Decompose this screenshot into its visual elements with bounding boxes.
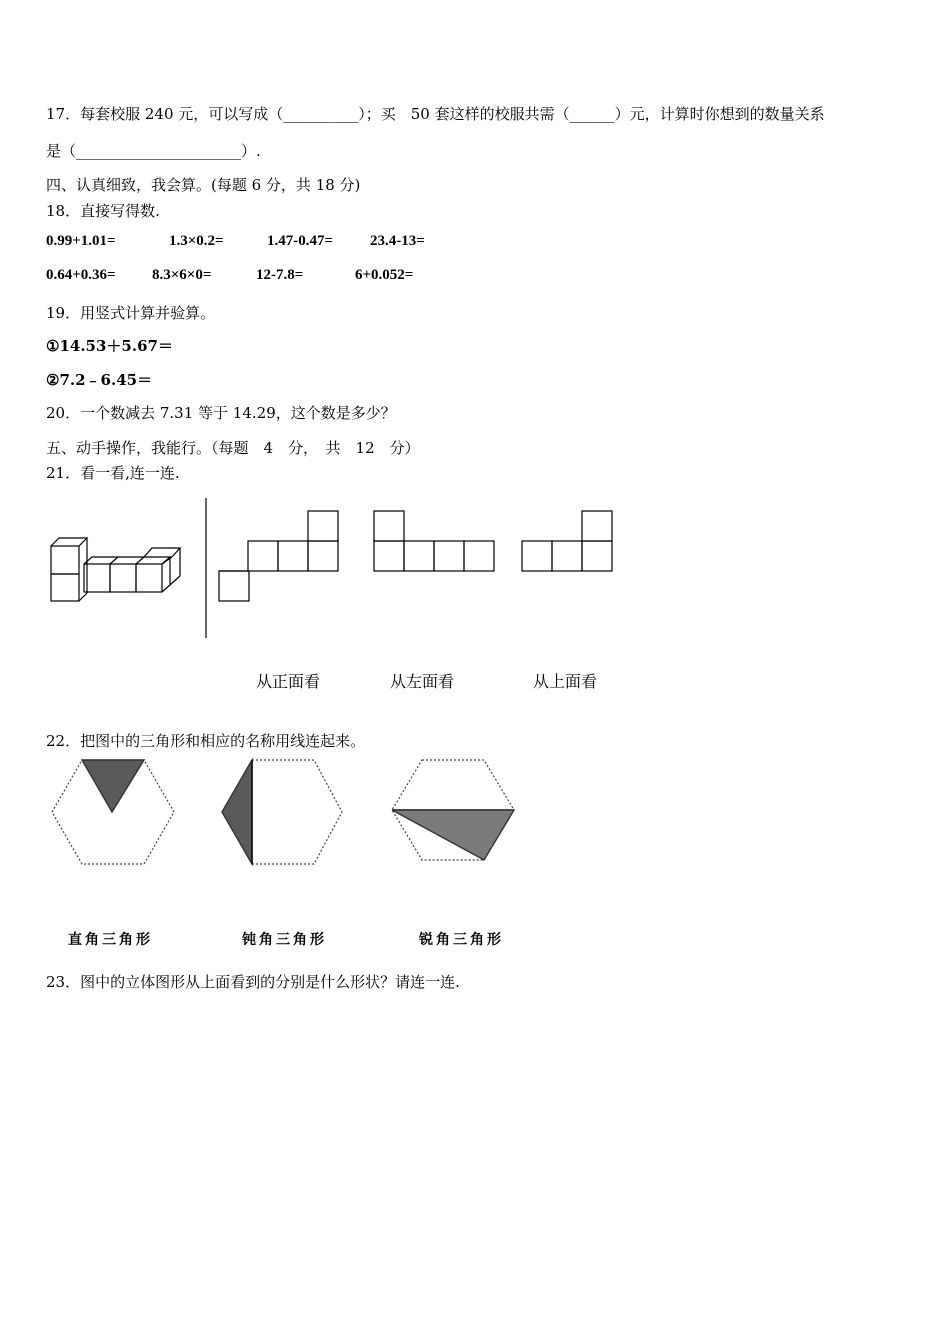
q18-title: 18．直接写得数. — [46, 202, 160, 220]
q21-label-left: 从左面看 — [390, 672, 455, 691]
q17-line2: 是（______________________）. — [46, 142, 261, 160]
view-figure-2 — [374, 511, 494, 571]
section4-title: 四、认真细致，我会算。(每题 6 分，共 18 分) — [46, 176, 361, 194]
q20-title: 20．一个数减去 7.31 等于 14.29，这个数是多少？ — [46, 404, 396, 422]
q21-label-front: 从正面看 — [256, 672, 321, 691]
q18-expr: 23.4-13= — [370, 233, 425, 249]
q18-expr: 0.64+0.36= — [46, 267, 116, 283]
shaded-triangle-2 — [222, 760, 252, 864]
q18-expr: 1.47-0.47= — [267, 233, 334, 249]
shaded-triangle-1 — [82, 760, 144, 812]
q23-title: 23．图中的立体图形从上面看到的分别是什么形状？请连一连. — [46, 973, 460, 991]
q21-figure — [0, 490, 950, 670]
q18-expr: 8.3×6×0= — [152, 267, 212, 283]
q18-expr: 1.3×0.2= — [169, 233, 224, 249]
view-figure-3 — [522, 511, 612, 571]
q22-figure — [0, 752, 950, 882]
q22-label-obtuse: 钝角三角形 — [242, 932, 327, 948]
section5-title: 五、动手操作，我能行。（每题 4 分， 共 12 分） — [46, 439, 420, 457]
q17-line1: 17．每套校服 240 元，可以写成（__________）；买 50 套这样的校服共需（______）元，计算时你想到的数量关系 — [46, 105, 825, 123]
q22-label-right: 直角三角形 — [68, 932, 153, 948]
q18-expr: 6+0.052= — [355, 267, 414, 283]
q18-expr: 12-7.8= — [256, 267, 304, 283]
cube-solid-figure — [51, 538, 180, 601]
view-figure-1 — [219, 511, 338, 601]
q22-title: 22．把图中的三角形和相应的名称用线连起来。 — [46, 732, 366, 750]
shaded-triangle-3 — [392, 810, 514, 860]
q19-item2: ②7.2﹣6.45＝ — [46, 371, 153, 389]
q22-label-acute: 锐角三角形 — [419, 932, 504, 948]
q21-title: 21．看一看,连一连. — [46, 464, 180, 482]
q19-title: 19．用竖式计算并验算。 — [46, 304, 216, 322]
q18-expr: 0.99+1.01= — [46, 233, 116, 249]
q19-item1: ①14.53＋5.67＝ — [46, 337, 173, 355]
q21-label-top: 从上面看 — [533, 672, 598, 691]
